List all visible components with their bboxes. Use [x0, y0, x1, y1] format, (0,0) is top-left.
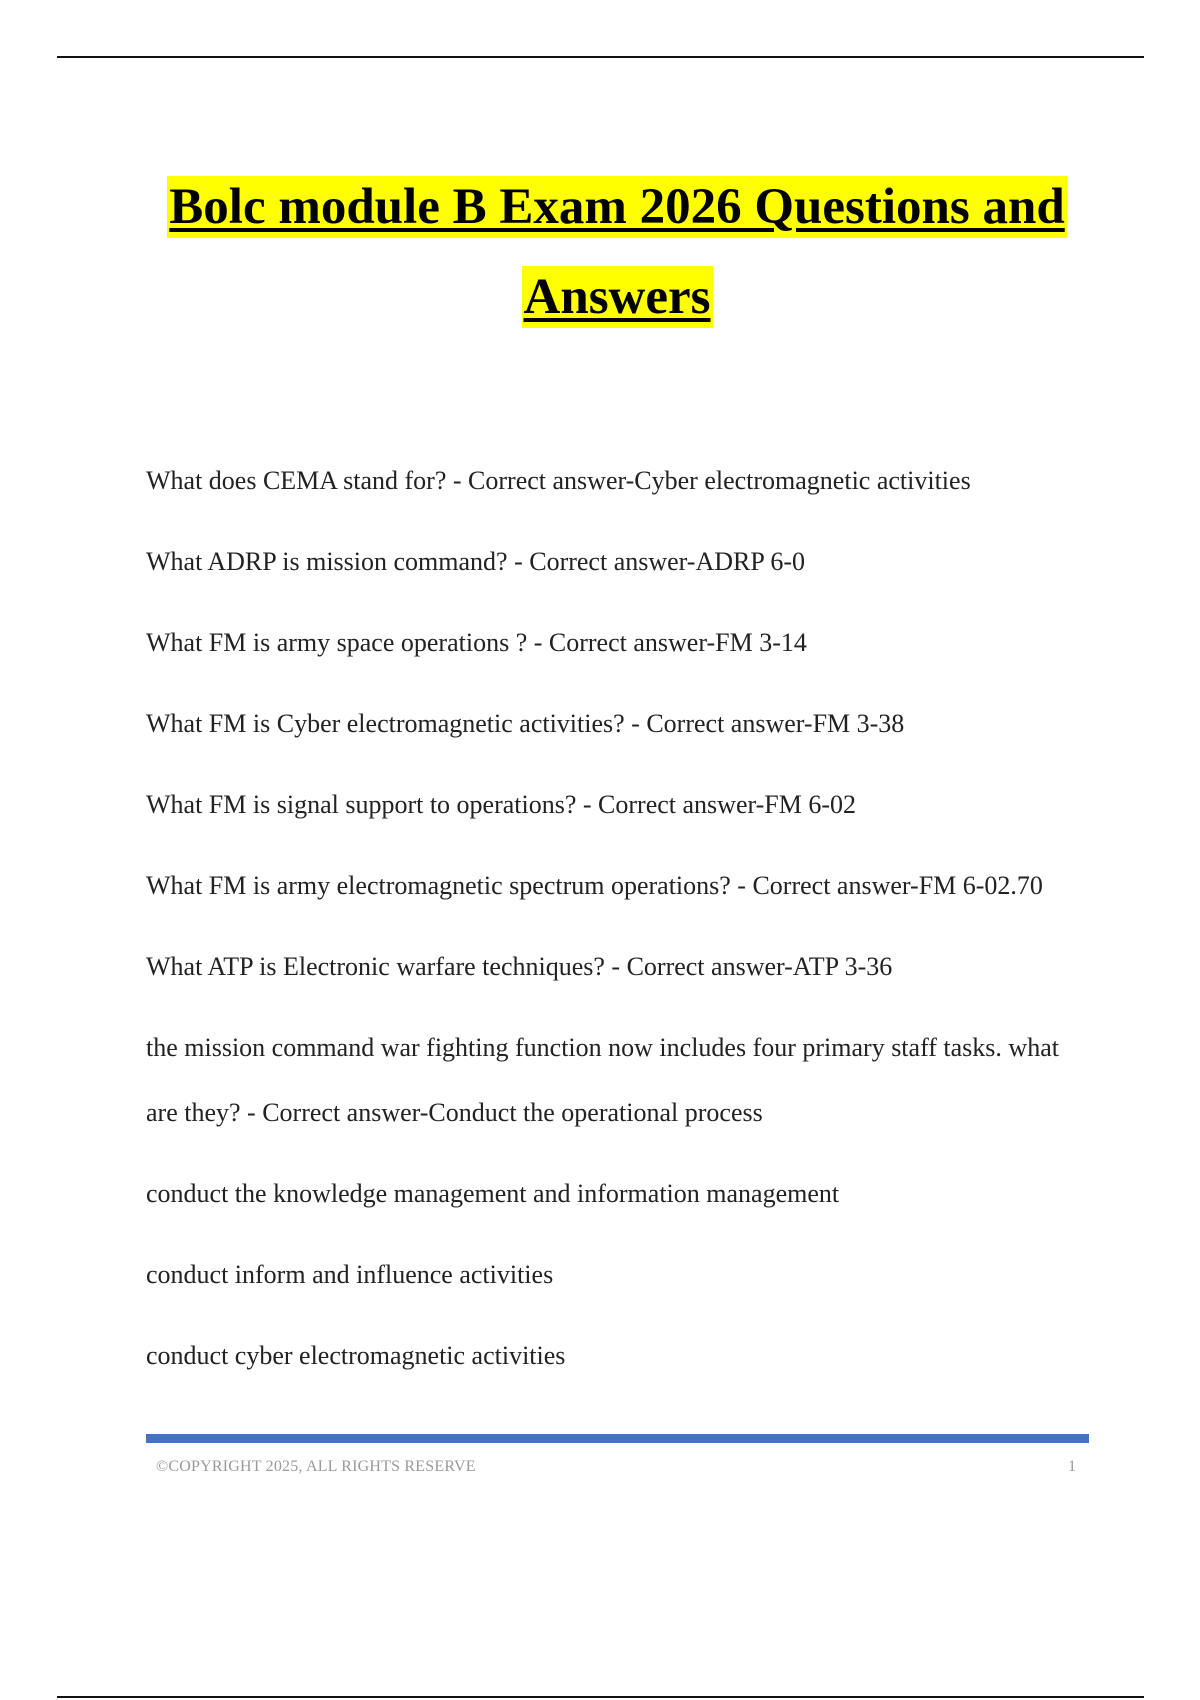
qa-item: What FM is signal support to operations? - Correct answer-FM 6-02: [146, 790, 857, 819]
title-line-1: Bolc module B Exam 2026 Questions and: [167, 176, 1066, 238]
document-title: [0, 176, 1200, 328]
page-number: 1: [1068, 1458, 1076, 1475]
qa-item: What FM is army space operations ? - Correct answer-FM 3-14: [146, 628, 807, 657]
qa-item: What ADRP is mission command? - Correct answer-ADRP 6-0: [146, 547, 806, 576]
bottom-rule: [57, 1696, 1144, 1698]
qa-item: conduct inform and influence activities: [146, 1260, 554, 1289]
qa-item: What FM is army electromagnetic spectrum operations? - Correct answer-FM 6-02.70: [146, 871, 1043, 900]
title-line-2: Answers: [522, 266, 713, 328]
qa-item: What FM is Cyber electromagnetic activities? - Correct answer-FM 3-38: [146, 709, 905, 738]
qa-item: What ATP is Electronic warfare techniques? - Correct answer-ATP 3-36: [146, 952, 893, 981]
footer-copyright: ©COPYRIGHT 2025, ALL RIGHTS RESERVE: [156, 1458, 476, 1475]
qa-list: [146, 448, 1086, 1404]
qa-item: conduct cyber electromagnetic activities: [146, 1341, 566, 1370]
qa-item: the mission command war fighting function now includes four primary staff tasks. what are they? - Correct answer-Conduct the operational process: [146, 1033, 1059, 1127]
qa-item: What does CEMA stand for? - Correct answer-Cyber electromagnetic activities: [146, 466, 971, 495]
footer-bar: [146, 1434, 1089, 1443]
qa-item: conduct the knowledge management and information management: [146, 1179, 840, 1208]
top-rule: [57, 56, 1144, 58]
